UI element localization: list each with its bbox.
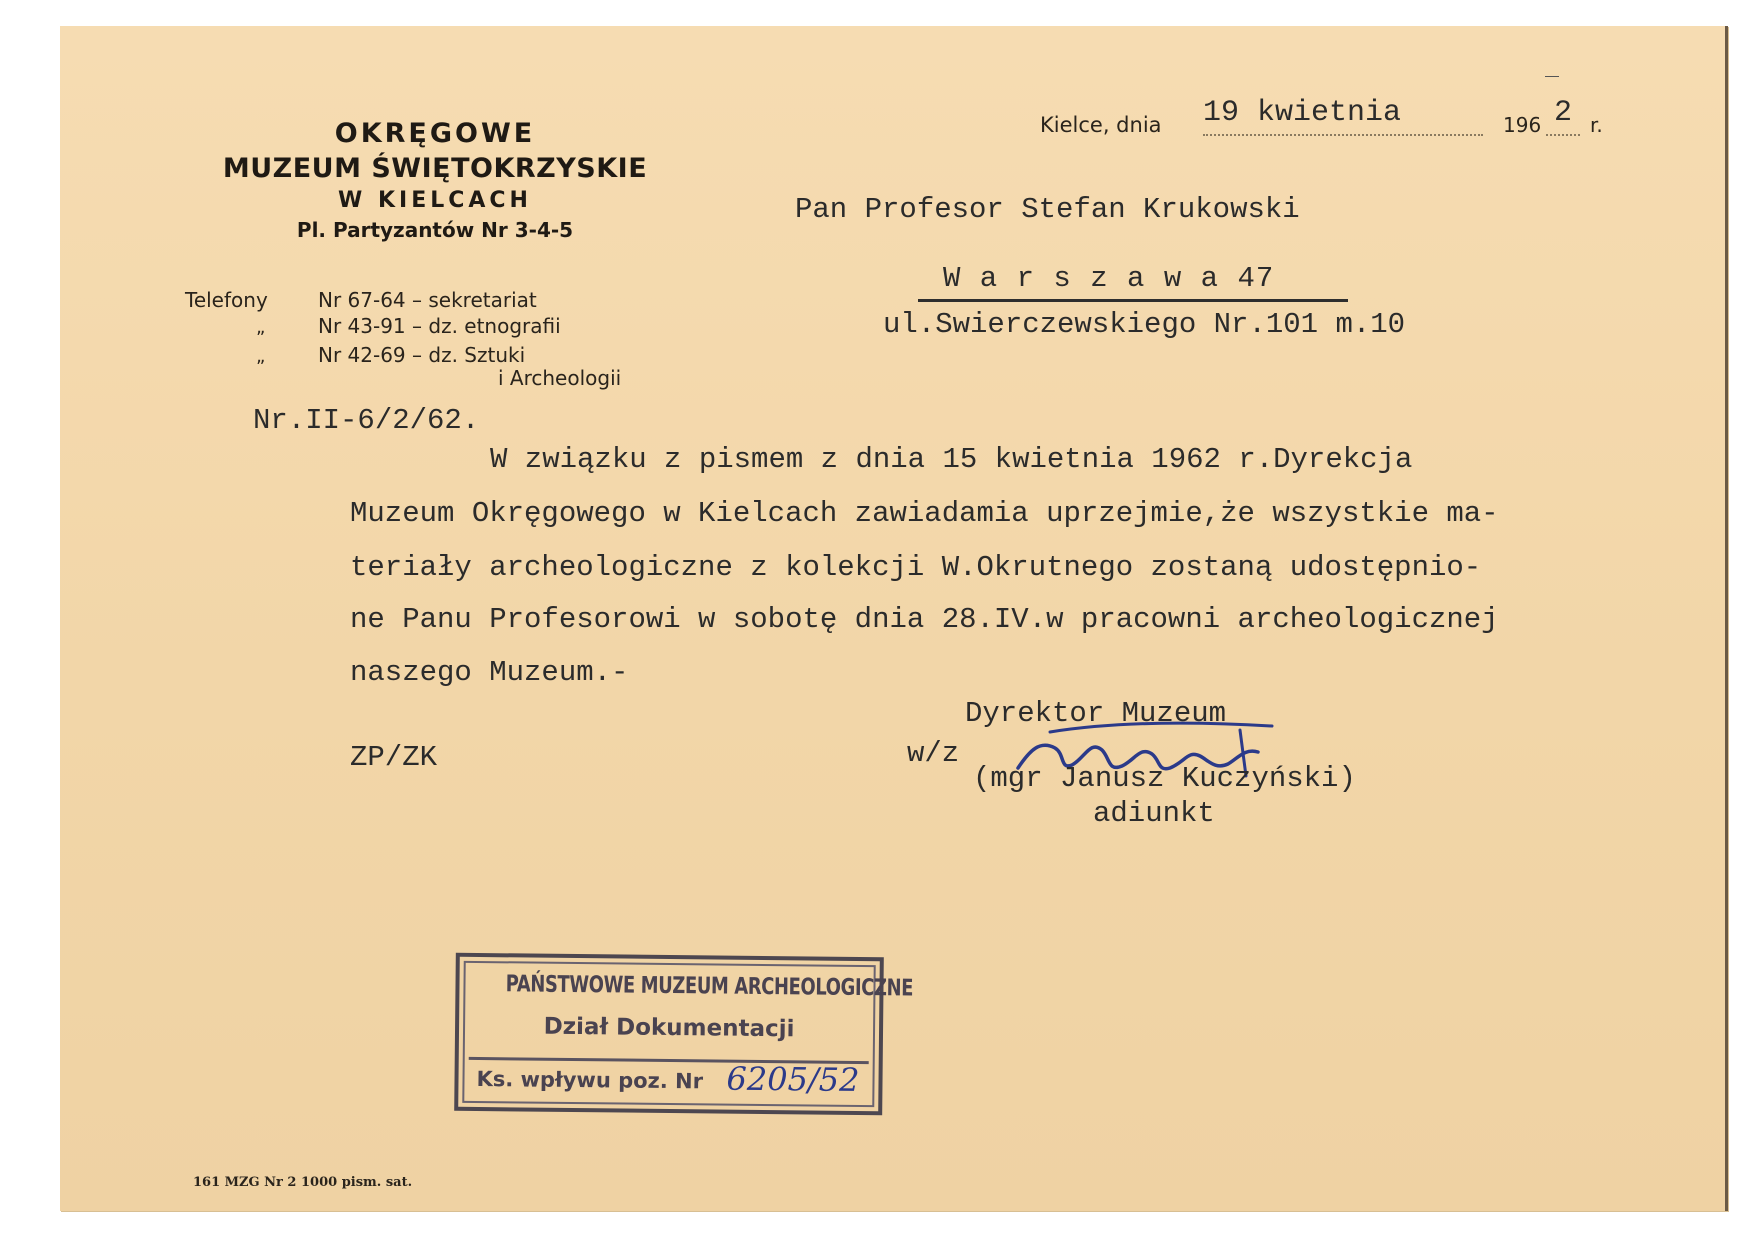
date-suffix: r. bbox=[1590, 113, 1603, 137]
signature-wz: w/z bbox=[907, 737, 960, 770]
addressee-street: ul.Swierczewskiego Nr.101 m.10 bbox=[883, 308, 1406, 341]
phone-row: Nr 42-69 – dz. Sztuki bbox=[318, 343, 526, 367]
print-footer: 161 MZG Nr 2 1000 pism. sat. bbox=[193, 1175, 413, 1190]
phone-row: Nr 67-64 – sekretariat bbox=[318, 288, 537, 312]
letterhead-line1: OKRĘGOWE bbox=[334, 118, 536, 149]
date-year-prefix: 196 bbox=[1503, 113, 1542, 137]
body-line: naszego Muzeum.- bbox=[350, 656, 629, 689]
letterhead-address: Pl. Partyzantów Nr 3-4-5 bbox=[296, 218, 574, 242]
stamp-line2: Dział Dokumentacji bbox=[543, 1013, 795, 1043]
body-line: ne Panu Profesorowi w sobotę dnia 28.IV.w pracowni archeologicznej bbox=[350, 603, 1499, 636]
signature-role: adiunkt bbox=[1093, 797, 1215, 830]
stamp-handwritten-number: 6205/52 bbox=[726, 1059, 860, 1099]
signature-title: Dyrektor Muzeum bbox=[965, 697, 1227, 730]
typist-initials: ZP/ZK bbox=[350, 741, 438, 774]
stamp-line3: Ks. wpływu poz. Nr bbox=[476, 1066, 704, 1094]
body-line: teriały archeologiczne z kolekcji W.Okrutnego zostaną udostępnio- bbox=[350, 551, 1482, 584]
addressee-city: W a r s z a w a 47 bbox=[943, 262, 1275, 295]
addressee-name: Pan Profesor Stefan Krukowski bbox=[795, 193, 1300, 226]
reference-number: Nr.II-6/2/62. bbox=[253, 404, 480, 437]
phone-row: Nr 43-91 – dz. etnografii bbox=[318, 314, 561, 338]
date-prefix: Kielce, dnia bbox=[1040, 113, 1162, 137]
body-line: W związku z pismem z dnia 15 kwietnia 1962 r.Dyrekcja bbox=[490, 443, 1413, 476]
phones-label: Telefony bbox=[185, 288, 268, 312]
letterhead-line2: MUZEUM ŚWIĘTOKRZYSKIE bbox=[222, 153, 648, 184]
body-line: Muzeum Okręgowego w Kielcach zawiadamia uprzejmie,że wszystkie ma- bbox=[350, 497, 1499, 530]
date-year-digit: 2 bbox=[1546, 96, 1580, 136]
signature-name: (mgr Janusz Kuczyński) bbox=[973, 762, 1356, 795]
fold-mark bbox=[1545, 76, 1559, 77]
letterhead-line3: W KIELCACH bbox=[338, 188, 532, 213]
stamp-line1: PAŃSTWOWE MUZEUM ARCHEOLOGICZNE bbox=[505, 971, 914, 1002]
ditto-mark: „ bbox=[256, 317, 266, 338]
ditto-mark: „ bbox=[256, 346, 266, 367]
city-underline bbox=[918, 299, 1348, 302]
date-day-month: 19 kwietnia bbox=[1203, 96, 1483, 136]
archive-stamp bbox=[454, 953, 914, 1115]
phone-row-continuation: i Archeologii bbox=[498, 366, 622, 390]
